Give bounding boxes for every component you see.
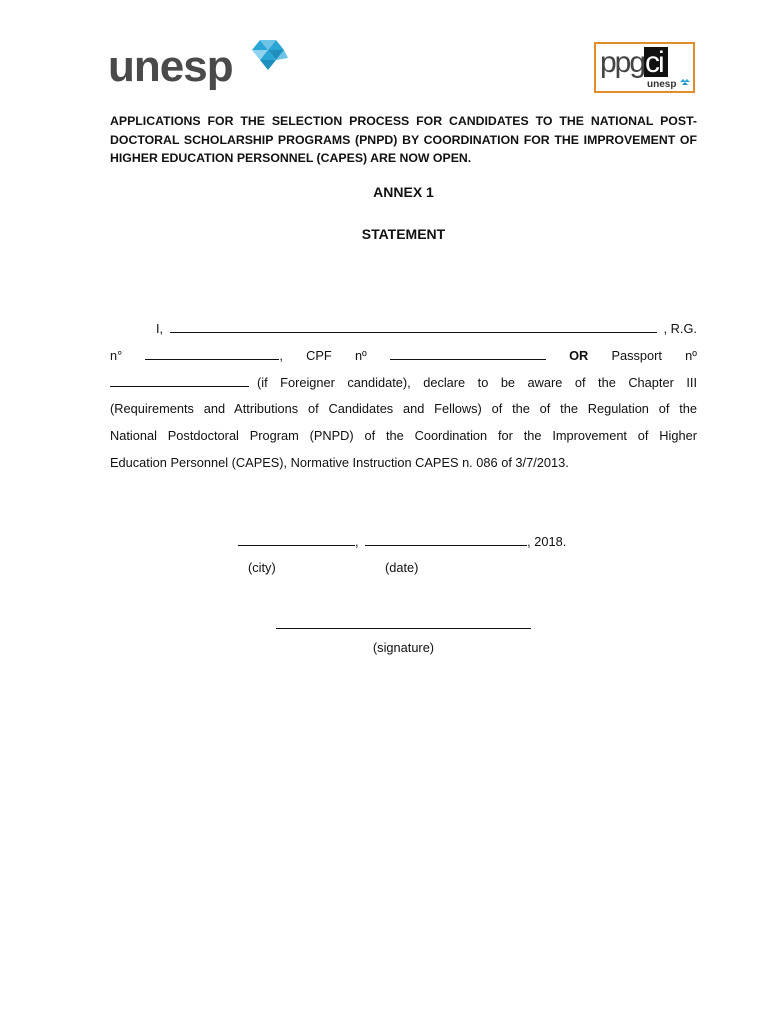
name-blank — [170, 319, 657, 333]
body-text: National Postdoctoral Program (PNPD) of the Coordination for the Improvement of Higher — [110, 428, 697, 444]
body-text: nº — [685, 347, 697, 363]
body-text: (Requirements and Attributions of Candidates and Fellows) of the of the Regulation of the — [110, 401, 697, 417]
body-line-1 — [110, 316, 697, 343]
date-label: (date) — [385, 560, 419, 575]
body-text: , R.G. — [663, 321, 697, 336]
statement-title: STATEMENT — [361, 226, 446, 242]
or-text: OR — [569, 347, 589, 363]
ppgci-logo-subtext: unesp — [647, 79, 677, 90]
body-text: Education Personnel (CAPES), Normative Instruction CAPES n. 086 of 3/7/2013. — [110, 454, 569, 470]
place-date-line — [238, 532, 566, 549]
body-text: (if Foreigner candidate), declare to be aware of the Chapter III — [257, 374, 697, 390]
year-text: , 2018. — [527, 534, 567, 549]
body-text: CPF — [306, 347, 332, 363]
body-text: nº — [354, 347, 367, 363]
body-text: n° — [110, 347, 123, 363]
city-label: (city) — [248, 560, 276, 575]
city-blank — [238, 532, 355, 546]
document-heading: APPLICATIONS FOR THE SELECTION PROCESS FOR CANDIDATES TO THE NATIONAL POST-DOCTORAL SCHOLARSHIP PROGRAMS (PNPD) BY COORDINATION FOR THE IMPROVEMENT OF HIGHER EDUCATION PERSONNEL (CAPES) ARE NOW OPEN. — [110, 114, 697, 165]
unesp-mini-mark-icon — [680, 79, 690, 88]
date-blank — [365, 532, 527, 546]
place-comma: , — [355, 534, 359, 549]
unesp-triangle-mark-icon — [246, 40, 288, 76]
ppgci-logo — [594, 42, 695, 93]
signature-line — [276, 628, 531, 629]
passport-blank — [110, 373, 249, 387]
body-line-6 — [110, 450, 697, 477]
ppgci-logo-text: ppg — [600, 46, 645, 79]
unesp-logo — [108, 40, 284, 96]
body-line-2 — [110, 343, 697, 370]
body-text: Passport — [611, 347, 662, 363]
unesp-logo-text: unesp — [108, 42, 233, 91]
ppgci-logo-highlight: ci — [645, 46, 663, 79]
body-line-3 — [110, 370, 697, 397]
statement-body — [110, 316, 697, 477]
signature-label: (signature) — [372, 640, 435, 655]
rg-field — [145, 343, 283, 370]
body-line-5 — [110, 423, 697, 450]
cpf-blank — [390, 346, 546, 360]
body-line-4 — [110, 396, 697, 423]
rg-blank — [145, 346, 279, 360]
annex-title: ANNEX 1 — [373, 184, 434, 200]
body-text: I, — [156, 321, 164, 336]
body-text: , — [279, 347, 283, 363]
